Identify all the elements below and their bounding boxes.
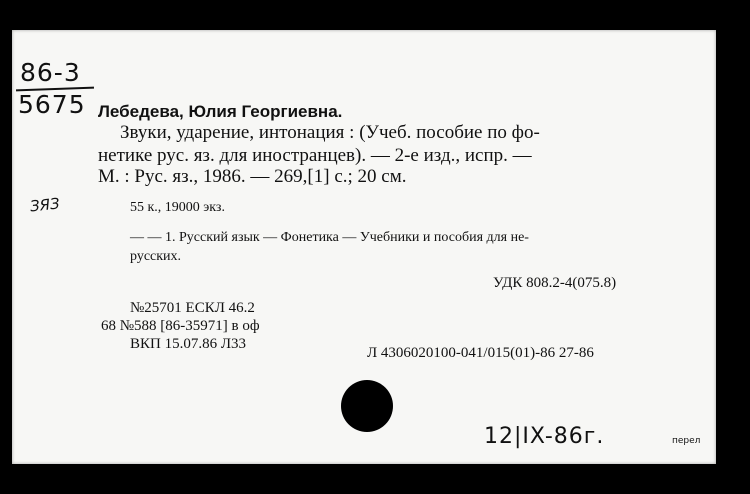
catalog-number-2: 68 №588 [86-35971] в оф: [101, 318, 260, 334]
shelf-mark-top: 86-3: [20, 58, 81, 87]
title-line-1: Звуки, ударение, интонация : (Учеб. пособие по фо-: [120, 122, 540, 143]
imprint-line: М. : Рус. яз., 1986. — 269,[1] с.; 20 см.: [98, 166, 407, 187]
handwritten-corner-mark: перел: [672, 436, 701, 446]
price-run: 55 к., 19000 экз.: [130, 200, 225, 215]
subject-heading-2: русских.: [130, 249, 182, 264]
udk-classification: УДК 808.2-4(075.8): [493, 275, 617, 291]
catalog-number-1: №25701 ЕСКЛ 46.2: [130, 300, 255, 316]
title-line-2: нетике рус. яз. для иностранцев). — 2-е изд., испр. —: [98, 145, 532, 166]
author-heading: Лебедева, Юлия Георгиевна.: [98, 102, 343, 121]
subject-heading-1: — — 1. Русский язык — Фонетика — Учебники и пособия для не-: [130, 230, 529, 245]
handwritten-acquisition-date: 12|IX-86г.: [484, 424, 605, 449]
shelf-mark-bottom: 5675: [18, 90, 86, 119]
catalog-number-3: ВКП 15.07.86 Л33: [130, 336, 247, 352]
handwritten-initials: ЗЯЗ: [29, 194, 61, 216]
publication-code: Л 4306020100-041/015(01)-86 27-86: [367, 345, 594, 361]
punch-hole: [341, 380, 393, 432]
